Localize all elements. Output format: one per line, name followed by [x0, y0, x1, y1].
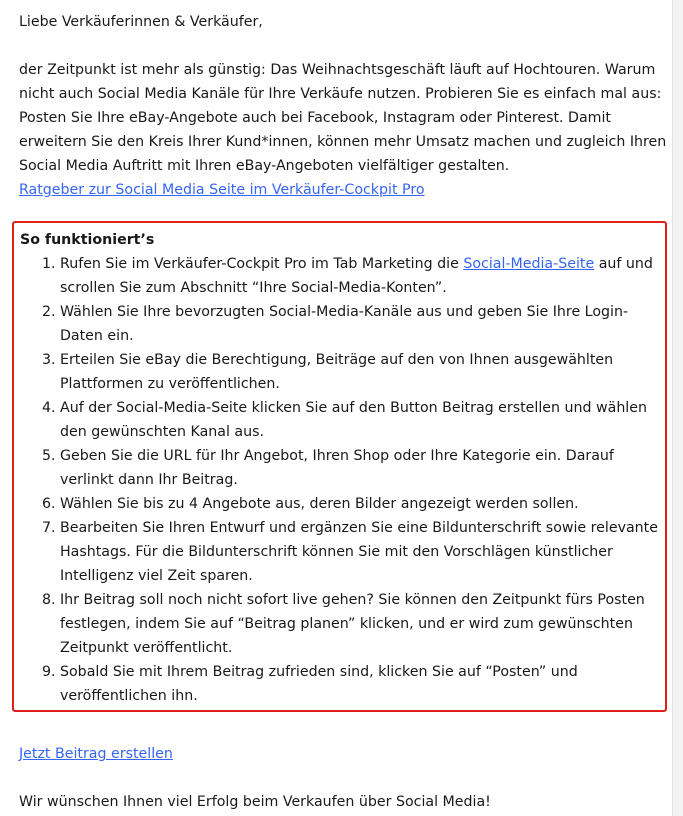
howto-highlight-box [12, 221, 667, 712]
create-post-link[interactable]: Jetzt Beitrag erstellen [19, 746, 173, 762]
social-media-guide-link[interactable]: Ratgeber zur Social Media Seite im Verkäufer-Cockpit Pro [19, 182, 425, 198]
step-item: 5. Geben Sie die URL für Ihr Angebot, Ihren Shop oder Ihre Kategorie ein. Darauf verlinkt dann Ihr Beitrag. [60, 444, 665, 492]
scrollbar[interactable] [672, 0, 683, 816]
intro-paragraph: der Zeitpunkt ist mehr als günstig: Das Weihnachtsgeschäft läuft auf Hochtouren. Warum nicht auch Social Media Kanäle für Ihre Verkäufe nutzen. Probieren Sie es einfach mal aus: Posten Sie Ihre eBay-Angebote auch bei Facebook, Instagram oder Pinterest. Damit erweitern Sie den Kreis Ihrer Kund*innen, können mehr Umsatz machen und zugleich Ihren Social Media Auftritt mit Ihren eBay-Angeboten vielfältiger gestalten. [19, 62, 667, 174]
social-media-page-link[interactable]: Social-Media-Seite [463, 256, 595, 272]
howto-heading: So funktioniert’s [20, 232, 155, 248]
step-item: 8. Ihr Beitrag soll noch nicht sofort live gehen? Sie können den Zeitpunkt fürs Posten festlegen, indem Sie auf “Beitrag planen” klicken, und er wird zum gewünschten Zeitpunkt veröffentlicht. [60, 588, 665, 660]
greeting: Liebe Verkäuferinnen & Verkäufer, [19, 14, 263, 30]
steps-list [20, 252, 665, 708]
email-body [19, 10, 669, 202]
step-item: 1. Rufen Sie im Verkäufer-Cockpit Pro im Tab Marketing die Social-Media-Seite auf und scrollen Sie zum Abschnitt “Ihre Social-Media-Konten”. [60, 252, 665, 300]
step-item: 6. Wählen Sie bis zu 4 Angebote aus, deren Bilder angezeigt werden sollen. [60, 492, 665, 516]
closing-text: Wir wünschen Ihnen viel Erfolg beim Verkaufen über Social Media! [19, 794, 491, 810]
step-item: 4. Auf der Social-Media-Seite klicken Sie auf den Button Beitrag erstellen und wählen den gewünschten Kanal aus. [60, 396, 665, 444]
step-item: 9. Sobald Sie mit Ihrem Beitrag zufrieden sind, klicken Sie auf “Posten” und veröffentlichen ihn. [60, 660, 665, 708]
step-item: 3. Erteilen Sie eBay die Berechtigung, Beiträge auf den von Ihnen ausgewählten Plattformen zu veröffentlichen. [60, 348, 665, 396]
step-item: 2. Wählen Sie Ihre bevorzugten Social-Media-Kanäle aus und geben Sie Ihre Login-Daten ein. [60, 300, 665, 348]
step-item: 7. Bearbeiten Sie Ihren Entwurf und ergänzen Sie eine Bildunterschrift sowie relevante Hashtags. Für die Bildunterschrift können Sie mit den Vorschlägen künstlicher Intelligenz viel Zeit sparen. [60, 516, 665, 588]
